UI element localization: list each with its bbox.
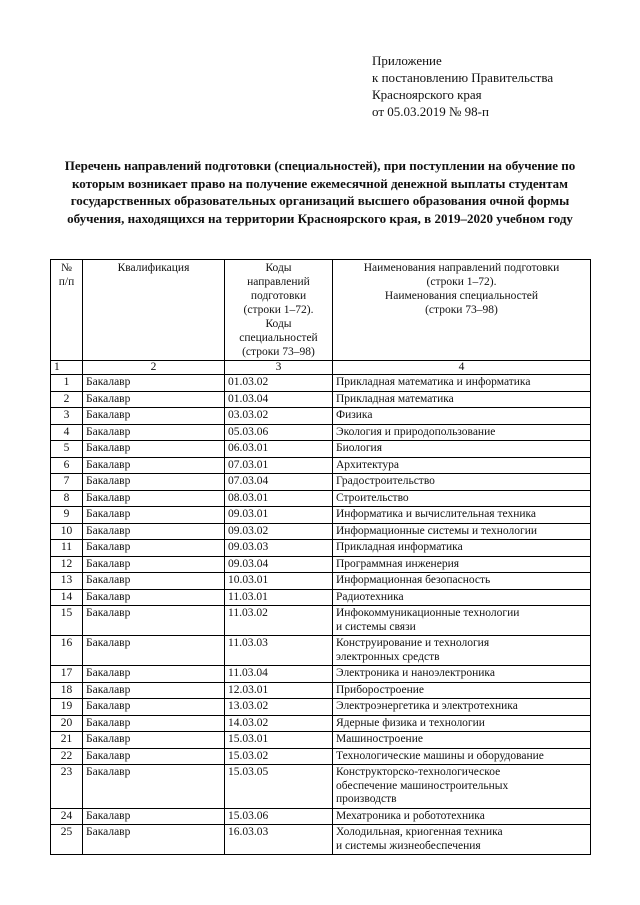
row-qualification: Бакалавр	[83, 507, 225, 524]
column-number-row	[51, 361, 591, 375]
column-number: 4	[333, 361, 591, 375]
row-qualification: Бакалавр	[83, 765, 225, 809]
row-name: Архитектура	[333, 457, 591, 474]
row-name: Прикладная информатика	[333, 540, 591, 557]
row-name: Электроэнергетика и электротехника	[333, 699, 591, 716]
row-name: Информатика и вычислительная техника	[333, 507, 591, 524]
row-name: Мехатроника и робототехника	[333, 808, 591, 825]
row-number: 18	[51, 682, 83, 699]
row-number: 9	[51, 507, 83, 524]
row-code: 07.03.01	[225, 457, 333, 474]
row-number: 5	[51, 441, 83, 458]
table-header-row	[51, 260, 591, 361]
row-name: Строительство	[333, 490, 591, 507]
row-qualification: Бакалавр	[83, 732, 225, 749]
row-name: Машиностроение	[333, 732, 591, 749]
table-row	[51, 441, 591, 458]
row-code: 15.03.05	[225, 765, 333, 809]
row-number: 22	[51, 748, 83, 765]
table-row	[51, 457, 591, 474]
row-number: 24	[51, 808, 83, 825]
directions-table	[50, 259, 591, 855]
row-number: 7	[51, 474, 83, 491]
row-number: 4	[51, 424, 83, 441]
row-number: 25	[51, 825, 83, 855]
row-name: Технологические машины и оборудование	[333, 748, 591, 765]
row-code: 15.03.01	[225, 732, 333, 749]
table-row	[51, 732, 591, 749]
row-qualification: Бакалавр	[83, 636, 225, 666]
row-name: Физика	[333, 408, 591, 425]
table-row	[51, 375, 591, 392]
row-name: Прикладная математика	[333, 391, 591, 408]
row-name: Приборостроение	[333, 682, 591, 699]
header-codes: Коды направлений подготовки (строки 1–72). Коды специальностей (строки 73–98)	[225, 260, 333, 361]
row-code: 09.03.03	[225, 540, 333, 557]
row-qualification: Бакалавр	[83, 606, 225, 636]
row-qualification: Бакалавр	[83, 556, 225, 573]
header-number: № п/п	[51, 260, 83, 361]
row-number: 16	[51, 636, 83, 666]
header-qualification: Квалификация	[83, 260, 225, 361]
row-number: 1	[51, 375, 83, 392]
row-qualification: Бакалавр	[83, 490, 225, 507]
table-row	[51, 682, 591, 699]
row-qualification: Бакалавр	[83, 375, 225, 392]
table-row	[51, 424, 591, 441]
row-code: 13.03.02	[225, 699, 333, 716]
row-number: 2	[51, 391, 83, 408]
row-code: 01.03.02	[225, 375, 333, 392]
row-name: Ядерные физика и технологии	[333, 715, 591, 732]
row-number: 12	[51, 556, 83, 573]
row-code: 10.03.01	[225, 573, 333, 590]
table-row	[51, 715, 591, 732]
row-qualification: Бакалавр	[83, 666, 225, 683]
row-number: 14	[51, 589, 83, 606]
appendix-line: Красноярского края	[372, 87, 482, 102]
table-body	[51, 375, 591, 855]
row-code: 09.03.04	[225, 556, 333, 573]
row-qualification: Бакалавр	[83, 474, 225, 491]
row-qualification: Бакалавр	[83, 408, 225, 425]
table-row	[51, 556, 591, 573]
table-row	[51, 606, 591, 636]
row-qualification: Бакалавр	[83, 457, 225, 474]
row-name: Инфокоммуникационные технологии и системы связи	[333, 606, 591, 636]
table-row	[51, 699, 591, 716]
row-qualification: Бакалавр	[83, 825, 225, 855]
row-name: Информационная безопасность	[333, 573, 591, 590]
row-code: 01.03.04	[225, 391, 333, 408]
row-qualification: Бакалавр	[83, 523, 225, 540]
appendix-line: Приложение	[372, 53, 442, 68]
row-qualification: Бакалавр	[83, 682, 225, 699]
row-name: Градостроительство	[333, 474, 591, 491]
document-title: Перечень направлений подготовки (специальностей), при поступлении на обучение по которым возникает право на получение ежемесячной денежной выплаты студентам государственных образовательных организаций высшего образования очной формы обучения, находящихся на территории Красноярского края, в 2019–2020 учебном году	[64, 158, 576, 226]
row-code: 05.03.06	[225, 424, 333, 441]
row-code: 03.03.02	[225, 408, 333, 425]
row-code: 06.03.01	[225, 441, 333, 458]
row-qualification: Бакалавр	[83, 424, 225, 441]
row-number: 10	[51, 523, 83, 540]
row-qualification: Бакалавр	[83, 699, 225, 716]
table-row	[51, 540, 591, 557]
row-name: Конструирование и технология электронных средств	[333, 636, 591, 666]
table-row	[51, 748, 591, 765]
table-row	[51, 666, 591, 683]
table-row	[51, 589, 591, 606]
row-code: 16.03.03	[225, 825, 333, 855]
row-qualification: Бакалавр	[83, 589, 225, 606]
row-name: Электроника и наноэлектроника	[333, 666, 591, 683]
row-number: 11	[51, 540, 83, 557]
table-row	[51, 573, 591, 590]
row-number: 15	[51, 606, 83, 636]
row-number: 23	[51, 765, 83, 809]
row-name: Биология	[333, 441, 591, 458]
table-row	[51, 523, 591, 540]
row-qualification: Бакалавр	[83, 441, 225, 458]
row-code: 07.03.04	[225, 474, 333, 491]
row-name: Конструкторско-технологическое обеспечение машиностроительных производств	[333, 765, 591, 809]
table-row	[51, 507, 591, 524]
table-row	[51, 408, 591, 425]
appendix-line: к постановлению Правительства	[372, 70, 554, 85]
row-qualification: Бакалавр	[83, 715, 225, 732]
row-number: 17	[51, 666, 83, 683]
row-name: Прикладная математика и информатика	[333, 375, 591, 392]
row-code: 15.03.02	[225, 748, 333, 765]
row-name: Программная инженерия	[333, 556, 591, 573]
table-row	[51, 825, 591, 855]
row-code: 11.03.04	[225, 666, 333, 683]
row-code: 08.03.01	[225, 490, 333, 507]
row-code: 09.03.01	[225, 507, 333, 524]
row-code: 15.03.06	[225, 808, 333, 825]
row-qualification: Бакалавр	[83, 808, 225, 825]
row-number: 20	[51, 715, 83, 732]
row-name: Холодильная, криогенная техника и системы жизнеобеспечения	[333, 825, 591, 855]
row-code: 11.03.02	[225, 606, 333, 636]
row-number: 19	[51, 699, 83, 716]
row-number: 13	[51, 573, 83, 590]
table-row	[51, 808, 591, 825]
table-row	[51, 474, 591, 491]
header-names: Наименования направлений подготовки (строки 1–72). Наименования специальностей (строки 73–98)	[333, 260, 591, 361]
table-row	[51, 391, 591, 408]
row-name: Экология и природопользование	[333, 424, 591, 441]
table-row	[51, 765, 591, 809]
row-number: 6	[51, 457, 83, 474]
row-number: 21	[51, 732, 83, 749]
column-number: 2	[83, 361, 225, 375]
table-row	[51, 490, 591, 507]
appendix-block	[372, 52, 553, 120]
row-code: 11.03.03	[225, 636, 333, 666]
appendix-line: от 05.03.2019 № 98-п	[372, 104, 489, 119]
row-number: 8	[51, 490, 83, 507]
row-name: Информационные системы и технологии	[333, 523, 591, 540]
row-qualification: Бакалавр	[83, 391, 225, 408]
row-name: Радиотехника	[333, 589, 591, 606]
row-code: 09.03.02	[225, 523, 333, 540]
row-number: 3	[51, 408, 83, 425]
table-row	[51, 636, 591, 666]
row-code: 14.03.02	[225, 715, 333, 732]
column-number: 1	[51, 361, 83, 375]
column-number: 3	[225, 361, 333, 375]
row-code: 12.03.01	[225, 682, 333, 699]
row-qualification: Бакалавр	[83, 540, 225, 557]
row-qualification: Бакалавр	[83, 748, 225, 765]
row-code: 11.03.01	[225, 589, 333, 606]
row-qualification: Бакалавр	[83, 573, 225, 590]
